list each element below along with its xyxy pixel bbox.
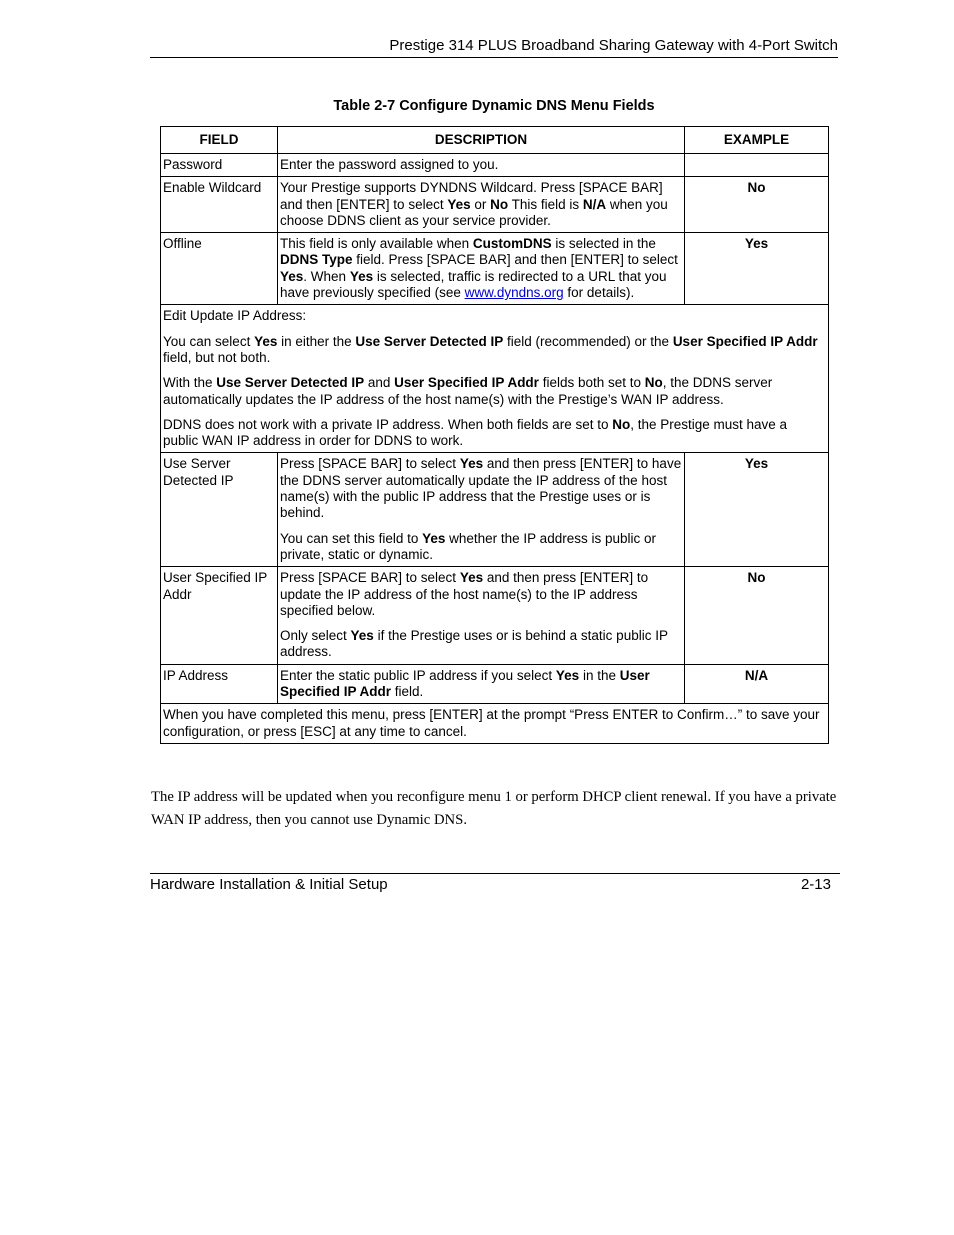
field-description: Your Prestige supports DYNDNS Wildcard. Press [SPACE BAR] and then [ENTER] to select Yes or No This field is N/A when you choose DDNS client as your service provider.	[278, 177, 685, 233]
column-header-field: FIELD	[161, 127, 278, 154]
field-example: N/A	[685, 664, 829, 704]
footer-section-title: Hardware Installation & Initial Setup	[150, 876, 388, 893]
field-name: Password	[161, 154, 278, 177]
field-description: Enter the static public IP address if you select Yes in the User Specified IP Addr field.	[278, 664, 685, 704]
body-paragraph: The IP address will be updated when you reconfigure menu 1 or perform DHCP client renewal. If you have a private WAN IP address, then you cannot use Dynamic DNS.	[151, 789, 837, 828]
field-example: No	[685, 567, 829, 664]
field-example: No	[685, 177, 829, 233]
table-header-row	[161, 127, 829, 154]
field-name: Offline	[161, 233, 278, 305]
table-row-offline	[161, 233, 829, 305]
field-name: IP Address	[161, 664, 278, 704]
table-row-use-server-detected-ip	[161, 453, 829, 567]
table-row-enable-wildcard	[161, 177, 829, 233]
field-name: User Specified IP Addr	[161, 567, 278, 664]
table-row-password	[161, 154, 829, 177]
table-caption: Table 2-7 Configure Dynamic DNS Menu Fields	[333, 98, 655, 114]
field-example: Yes	[685, 453, 829, 567]
completion-note: When you have completed this menu, press [ENTER] at the prompt “Press ENTER to Confirm…” to save your configuration, or press [ESC] at any time to cancel.	[161, 704, 829, 744]
field-description: Press [SPACE BAR] to select Yes and then press [ENTER] to update the IP address of the host name(s) to the IP address specified below. Only select Yes if the Prestige uses or is behind a static public IP address.	[278, 567, 685, 664]
column-header-description: DESCRIPTION	[278, 127, 685, 154]
field-example	[685, 154, 829, 177]
field-example: Yes	[685, 233, 829, 305]
field-name: Use Server Detected IP	[161, 453, 278, 567]
table-row-ip-address	[161, 664, 829, 704]
page-header: Prestige 314 PLUS Broadband Sharing Gateway with 4-Port Switch	[150, 37, 838, 58]
page-number: 2-13	[800, 876, 831, 893]
column-header-example: EXAMPLE	[685, 127, 829, 154]
page-footer	[150, 873, 840, 893]
table-row-completed-note	[161, 704, 829, 744]
table-row-edit-update-ip	[161, 305, 829, 453]
dns-fields-table	[160, 126, 829, 744]
field-description: Enter the password assigned to you.	[278, 154, 685, 177]
field-description: Press [SPACE BAR] to select Yes and then press [ENTER] to have the DDNS server automatically update the IP address of the host name(s) with the public IP address that the Prestige uses or is behind. You can set this field to Yes whether the IP address is public or private, static or dynamic.	[278, 453, 685, 567]
edit-update-note: Edit Update IP Address: You can select Yes in either the Use Server Detected IP field (recommended) or the User Specified IP Addr field, but not both. With the Use Server Detected IP and User Specified IP Addr fields both set to No, the DDNS server automatically updates the IP address of the host name(s) with the Prestige’s WAN IP address. DDNS does not work with a private IP address. When both fields are set to No, the Prestige must have a public WAN IP address in order for DDNS to work.	[161, 305, 829, 453]
table-row-user-specified-ip-addr	[161, 567, 829, 664]
field-name: Enable Wildcard	[161, 177, 278, 233]
field-description: This field is only available when CustomDNS is selected in the DDNS Type field. Press [SPACE BAR] and then [ENTER] to select Yes. When Yes is selected, traffic is redirected to a URL that you have previously specified (see www.dyndns.org for details).	[278, 233, 685, 305]
dyndns-link[interactable]: www.dyndns.org	[464, 285, 564, 301]
